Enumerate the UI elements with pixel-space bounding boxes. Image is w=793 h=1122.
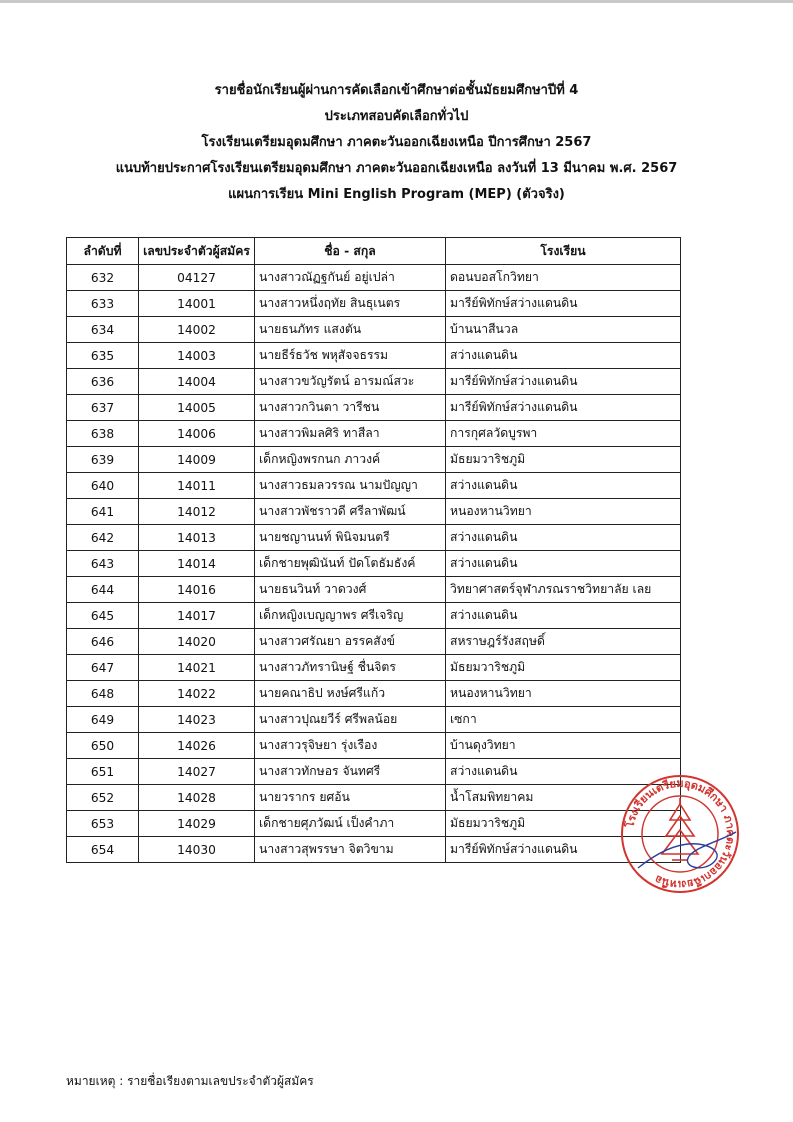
cell-full-name: นางสาวพิมลศิริ ทาสีลา bbox=[255, 421, 446, 447]
cell-full-name: เด็กหญิงเบญญาพร ศรีเจริญ bbox=[255, 603, 446, 629]
cell-applicant-id: 14005 bbox=[139, 395, 255, 421]
table-row bbox=[67, 343, 681, 369]
cell-full-name: นางสาวภัทรานิษฐ์ ชื่นจิตร bbox=[255, 655, 446, 681]
table-row bbox=[67, 369, 681, 395]
cell-school: มัธยมวาริชภูมิ bbox=[446, 447, 681, 473]
cell-school: มารีย์พิทักษ์สว่างแดนดิน bbox=[446, 395, 681, 421]
cell-order: 651 bbox=[67, 759, 139, 785]
cell-school: ดอนบอสโกวิทยา bbox=[446, 265, 681, 291]
table-row bbox=[67, 265, 681, 291]
cell-full-name: นางสาวปุณยวีร์ ศรีพลน้อย bbox=[255, 707, 446, 733]
header-line-5: แผนการเรียน Mini English Program (MEP) (ตัวจริง) bbox=[228, 187, 565, 202]
table-row bbox=[67, 473, 681, 499]
student-list-table bbox=[66, 237, 681, 863]
page-top-edge bbox=[0, 0, 793, 3]
cell-applicant-id: 14013 bbox=[139, 525, 255, 551]
cell-school: การกุศลวัดบูรพา bbox=[446, 421, 681, 447]
table-row bbox=[67, 525, 681, 551]
header-line-1: รายชื่อนักเรียนผู้ผ่านการคัดเลือกเข้าศึกษาต่อชั้นมัธยมศึกษาปีที่ 4 bbox=[214, 83, 579, 98]
cell-school: สว่างแดนดิน bbox=[446, 759, 681, 785]
cell-applicant-id: 14011 bbox=[139, 473, 255, 499]
cell-order: 641 bbox=[67, 499, 139, 525]
cell-order: 637 bbox=[67, 395, 139, 421]
header-line-3: โรงเรียนเตรียมอุดมศึกษา ภาคตะวันออกเฉียงเหนือ ปีการศึกษา 2567 bbox=[201, 135, 592, 150]
table-row bbox=[67, 759, 681, 785]
cell-applicant-id: 14014 bbox=[139, 551, 255, 577]
cell-order: 647 bbox=[67, 655, 139, 681]
footnote: หมายเหตุ : รายชื่อเรียงตามเลขประจำตัวผู้สมัคร bbox=[66, 1074, 314, 1088]
cell-full-name: นางสาวพัชราวดี ศรีลาพัฒน์ bbox=[255, 499, 446, 525]
cell-order: 652 bbox=[67, 785, 139, 811]
cell-full-name: นางสาวสุพรรษา จิตวิขาม bbox=[255, 837, 446, 863]
cell-applicant-id: 14002 bbox=[139, 317, 255, 343]
cell-full-name: เด็กชายพุฒินันท์ ปัดโตธัมธังค์ bbox=[255, 551, 446, 577]
table-header-row bbox=[67, 238, 681, 265]
table-body bbox=[67, 265, 681, 863]
cell-order: 643 bbox=[67, 551, 139, 577]
cell-full-name: นายคณาธิป หงษ์ศรีแก้ว bbox=[255, 681, 446, 707]
table-row bbox=[67, 421, 681, 447]
cell-school: มารีย์พิทักษ์สว่างแดนดิน bbox=[446, 837, 681, 863]
cell-applicant-id: 14028 bbox=[139, 785, 255, 811]
cell-school: น้ำโสมพิทยาคม bbox=[446, 785, 681, 811]
cell-applicant-id: 14023 bbox=[139, 707, 255, 733]
cell-full-name: นางสาวขวัญรัตน์ อารมณ์สวะ bbox=[255, 369, 446, 395]
cell-full-name: นายวรากร ยศอ้น bbox=[255, 785, 446, 811]
cell-school: หนองหานวิทยา bbox=[446, 499, 681, 525]
cell-school: สหราษฎร์รังสฤษดิ์ bbox=[446, 629, 681, 655]
column-header-order: ลำดับที่ bbox=[67, 238, 139, 265]
seal-emblem-icon bbox=[662, 798, 698, 860]
cell-applicant-id: 14009 bbox=[139, 447, 255, 473]
cell-full-name: นางสาวหนึ่งฤทัย สินธุเนตร bbox=[255, 291, 446, 317]
table-row bbox=[67, 707, 681, 733]
table-row bbox=[67, 551, 681, 577]
cell-full-name: นางสาวกวินตา วารีชน bbox=[255, 395, 446, 421]
cell-order: 638 bbox=[67, 421, 139, 447]
cell-order: 649 bbox=[67, 707, 139, 733]
document-header bbox=[60, 78, 733, 208]
cell-applicant-id: 14027 bbox=[139, 759, 255, 785]
cell-full-name: นางสาวทักษอร จันทศรี bbox=[255, 759, 446, 785]
cell-applicant-id: 04127 bbox=[139, 265, 255, 291]
cell-school: หนองหานวิทยา bbox=[446, 681, 681, 707]
cell-school: เซกา bbox=[446, 707, 681, 733]
cell-applicant-id: 14003 bbox=[139, 343, 255, 369]
cell-school: มัธยมวาริชภูมิ bbox=[446, 811, 681, 837]
cell-order: 634 bbox=[67, 317, 139, 343]
cell-order: 635 bbox=[67, 343, 139, 369]
table-row bbox=[67, 785, 681, 811]
cell-applicant-id: 14029 bbox=[139, 811, 255, 837]
cell-full-name: นายชญานนท์ พินิจมนตรี bbox=[255, 525, 446, 551]
cell-applicant-id: 14020 bbox=[139, 629, 255, 655]
cell-order: 654 bbox=[67, 837, 139, 863]
column-header-full-name: ชื่อ - สกุล bbox=[255, 238, 446, 265]
cell-full-name: นางสาวณัฏฐกันย์ อยู่เปล่า bbox=[255, 265, 446, 291]
cell-order: 632 bbox=[67, 265, 139, 291]
cell-applicant-id: 14021 bbox=[139, 655, 255, 681]
cell-school: มัธยมวาริชภูมิ bbox=[446, 655, 681, 681]
cell-applicant-id: 14006 bbox=[139, 421, 255, 447]
school-seal-stamp bbox=[618, 772, 742, 896]
cell-order: 636 bbox=[67, 369, 139, 395]
cell-full-name: เด็กหญิงพรกนก ภาวงค์ bbox=[255, 447, 446, 473]
cell-school: บ้านดุงวิทยา bbox=[446, 733, 681, 759]
cell-full-name: นางสาวรุจิษยา รุ่งเรือง bbox=[255, 733, 446, 759]
cell-applicant-id: 14026 bbox=[139, 733, 255, 759]
table-row bbox=[67, 317, 681, 343]
column-header-school: โรงเรียน bbox=[446, 238, 681, 265]
header-line-2: ประเภทสอบคัดเลือกทั่วไป bbox=[324, 109, 469, 124]
cell-full-name: นายธีร์ธวัช พหุสัจจธรรม bbox=[255, 343, 446, 369]
header-line-4: แนบท้ายประกาศโรงเรียนเตรียมอุดมศึกษา ภาคตะวันออกเฉียงเหนือ ลงวันที่ 13 มีนาคม พ.ศ. 2567 bbox=[115, 161, 678, 176]
cell-order: 640 bbox=[67, 473, 139, 499]
cell-order: 639 bbox=[67, 447, 139, 473]
cell-applicant-id: 14022 bbox=[139, 681, 255, 707]
cell-school: สว่างแดนดิน bbox=[446, 603, 681, 629]
cell-applicant-id: 14001 bbox=[139, 291, 255, 317]
cell-school: วิทยาศาสตร์จุฬาภรณราชวิทยาลัย เลย bbox=[446, 577, 681, 603]
cell-applicant-id: 14004 bbox=[139, 369, 255, 395]
cell-full-name: เด็กชายศุภวัฒน์ เป็งคำภา bbox=[255, 811, 446, 837]
table-row bbox=[67, 733, 681, 759]
cell-full-name: นางสาวศรัณยา อรรคสังข์ bbox=[255, 629, 446, 655]
cell-order: 642 bbox=[67, 525, 139, 551]
cell-order: 645 bbox=[67, 603, 139, 629]
cell-order: 633 bbox=[67, 291, 139, 317]
table-row bbox=[67, 499, 681, 525]
seal-text: โรงเรียนเตรียมอุดมศึกษา ภาคตะวันออกเฉียงเหนือ bbox=[623, 776, 738, 892]
cell-school: สว่างแดนดิน bbox=[446, 551, 681, 577]
cell-applicant-id: 14030 bbox=[139, 837, 255, 863]
cell-school: สว่างแดนดิน bbox=[446, 473, 681, 499]
cell-full-name: นางสาวธมลวรรณ นามปัญญา bbox=[255, 473, 446, 499]
cell-applicant-id: 14016 bbox=[139, 577, 255, 603]
table-row bbox=[67, 447, 681, 473]
cell-order: 644 bbox=[67, 577, 139, 603]
seal-outer-ring bbox=[622, 776, 738, 892]
table-row bbox=[67, 837, 681, 863]
cell-full-name: นายธนวินท์ วาดวงศ์ bbox=[255, 577, 446, 603]
table-row bbox=[67, 655, 681, 681]
table-row bbox=[67, 291, 681, 317]
table-row bbox=[67, 629, 681, 655]
column-header-applicant-id: เลขประจำตัวผู้สมัคร bbox=[139, 238, 255, 265]
cell-order: 650 bbox=[67, 733, 139, 759]
cell-applicant-id: 14017 bbox=[139, 603, 255, 629]
cell-school: สว่างแดนดิน bbox=[446, 525, 681, 551]
cell-full-name: นายธนภัทร แสงตัน bbox=[255, 317, 446, 343]
cell-school: มารีย์พิทักษ์สว่างแดนดิน bbox=[446, 291, 681, 317]
cell-order: 648 bbox=[67, 681, 139, 707]
cell-school: สว่างแดนดิน bbox=[446, 343, 681, 369]
table-row bbox=[67, 681, 681, 707]
cell-school: มารีย์พิทักษ์สว่างแดนดิน bbox=[446, 369, 681, 395]
cell-school: บ้านนาสีนวล bbox=[446, 317, 681, 343]
table-row bbox=[67, 577, 681, 603]
cell-order: 653 bbox=[67, 811, 139, 837]
table-row bbox=[67, 811, 681, 837]
cell-applicant-id: 14012 bbox=[139, 499, 255, 525]
table-row bbox=[67, 603, 681, 629]
cell-order: 646 bbox=[67, 629, 139, 655]
table-row bbox=[67, 395, 681, 421]
